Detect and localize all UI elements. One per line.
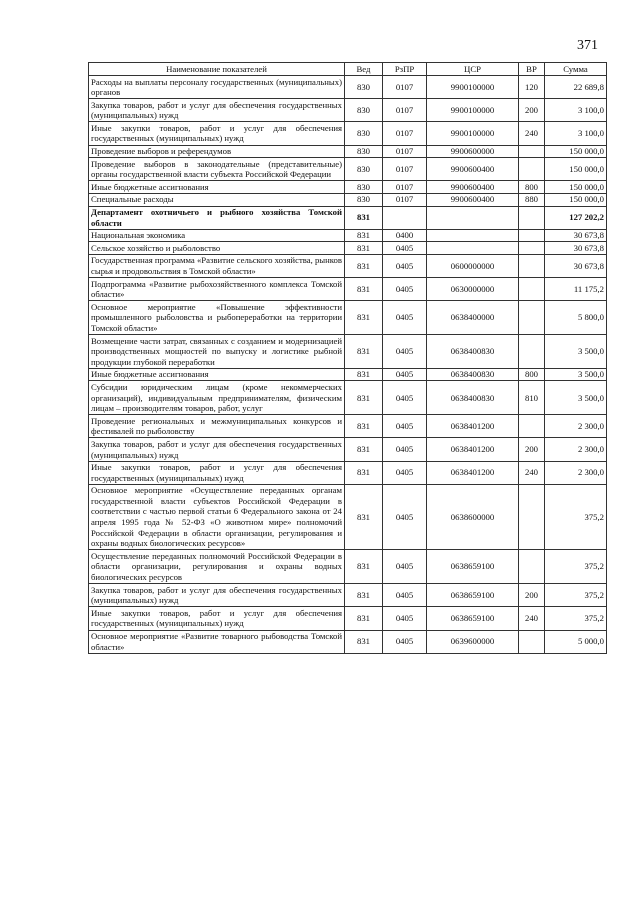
cell-sum: 150 000,0 <box>545 181 607 194</box>
cell-ved: 831 <box>345 607 383 630</box>
table-row <box>89 206 607 229</box>
cell-sum: 5 000,0 <box>545 630 607 653</box>
cell-sum: 375,2 <box>545 584 607 607</box>
cell-csr: 9900100000 <box>427 122 519 145</box>
cell-rzpr: 0405 <box>383 584 427 607</box>
cell-name: Специальные расходы <box>89 193 345 206</box>
cell-name: Иные закупки товаров, работ и услуг для обеспечения государственных (муниципальных) нужд <box>89 607 345 630</box>
table-row <box>89 158 607 181</box>
table-row <box>89 278 607 301</box>
table-row <box>89 550 607 584</box>
cell-ved: 831 <box>345 461 383 484</box>
page-number: 371 <box>577 38 598 53</box>
cell-rzpr: 0405 <box>383 438 427 461</box>
cell-ved: 830 <box>345 193 383 206</box>
cell-sum: 150 000,0 <box>545 158 607 181</box>
cell-rzpr: 0107 <box>383 158 427 181</box>
cell-sum: 3 100,0 <box>545 99 607 122</box>
table-row <box>89 335 607 369</box>
cell-csr: 9900600400 <box>427 181 519 194</box>
cell-rzpr: 0405 <box>383 335 427 369</box>
table-row <box>89 381 607 415</box>
cell-vr <box>519 158 545 181</box>
cell-sum: 30 673,8 <box>545 254 607 277</box>
cell-csr: 0600000000 <box>427 254 519 277</box>
cell-vr <box>519 550 545 584</box>
table-header-row <box>89 63 607 76</box>
cell-rzpr <box>383 206 427 229</box>
cell-csr: 0639600000 <box>427 630 519 653</box>
cell-vr: 240 <box>519 122 545 145</box>
cell-csr <box>427 242 519 255</box>
cell-name: Проведение выборов в законодательные (представительные) органы государственной власти субъекта Российской Федерации <box>89 158 345 181</box>
cell-rzpr: 0405 <box>383 461 427 484</box>
table-row <box>89 181 607 194</box>
cell-rzpr: 0405 <box>383 254 427 277</box>
cell-vr: 240 <box>519 461 545 484</box>
cell-vr: 200 <box>519 438 545 461</box>
budget-table <box>88 62 607 654</box>
cell-sum: 3 100,0 <box>545 122 607 145</box>
cell-csr <box>427 206 519 229</box>
cell-sum: 22 689,8 <box>545 76 607 99</box>
cell-name: Проведение выборов и референдумов <box>89 145 345 158</box>
cell-vr: 810 <box>519 381 545 415</box>
header-sum: Сумма <box>545 63 607 76</box>
cell-vr: 120 <box>519 76 545 99</box>
cell-name: Возмещение части затрат, связанных с созданием и модернизацией производственных мощностей по выпуску и логистике рыбной продукции глубокой переработки <box>89 335 345 369</box>
cell-csr: 0638400830 <box>427 381 519 415</box>
cell-csr: 0638659100 <box>427 607 519 630</box>
cell-csr <box>427 229 519 242</box>
cell-sum: 375,2 <box>545 484 607 550</box>
table-row <box>89 76 607 99</box>
cell-ved: 830 <box>345 145 383 158</box>
table-row <box>89 584 607 607</box>
cell-rzpr: 0405 <box>383 630 427 653</box>
table-row <box>89 242 607 255</box>
cell-csr: 9900600400 <box>427 193 519 206</box>
cell-sum: 5 800,0 <box>545 301 607 335</box>
cell-rzpr: 0107 <box>383 181 427 194</box>
cell-name: Закупка товаров, работ и услуг для обеспечения государственных (муниципальных) нужд <box>89 584 345 607</box>
table-row <box>89 368 607 381</box>
cell-ved: 830 <box>345 99 383 122</box>
cell-csr: 9900100000 <box>427 76 519 99</box>
cell-rzpr: 0405 <box>383 242 427 255</box>
cell-name: Закупка товаров, работ и услуг для обеспечения государственных (муниципальных) нужд <box>89 99 345 122</box>
cell-csr: 0638600000 <box>427 484 519 550</box>
cell-name: Основное мероприятие «Развитие товарного рыбоводства Томской области» <box>89 630 345 653</box>
cell-ved: 830 <box>345 122 383 145</box>
cell-name: Сельское хозяйство и рыболовство <box>89 242 345 255</box>
cell-vr <box>519 301 545 335</box>
cell-sum: 150 000,0 <box>545 145 607 158</box>
cell-ved: 831 <box>345 381 383 415</box>
cell-csr: 9900100000 <box>427 99 519 122</box>
cell-vr: 800 <box>519 181 545 194</box>
table-row <box>89 145 607 158</box>
header-vr: ВР <box>519 63 545 76</box>
cell-sum: 375,2 <box>545 550 607 584</box>
cell-ved: 831 <box>345 229 383 242</box>
cell-rzpr: 0400 <box>383 229 427 242</box>
cell-name: Национальная экономика <box>89 229 345 242</box>
cell-rzpr: 0405 <box>383 381 427 415</box>
cell-csr: 0638401200 <box>427 415 519 438</box>
cell-csr: 0638659100 <box>427 584 519 607</box>
cell-name: Иные закупки товаров, работ и услуг для обеспечения государственных (муниципальных) нужд <box>89 122 345 145</box>
cell-rzpr: 0405 <box>383 415 427 438</box>
cell-csr: 0638400830 <box>427 335 519 369</box>
cell-csr: 0638400000 <box>427 301 519 335</box>
table-row <box>89 193 607 206</box>
cell-rzpr: 0107 <box>383 193 427 206</box>
cell-name: Иные бюджетные ассигнования <box>89 181 345 194</box>
cell-rzpr: 0405 <box>383 550 427 584</box>
cell-ved: 831 <box>345 415 383 438</box>
cell-sum: 2 300,0 <box>545 461 607 484</box>
table-row <box>89 607 607 630</box>
table-row <box>89 461 607 484</box>
cell-ved: 831 <box>345 301 383 335</box>
cell-csr: 0630000000 <box>427 278 519 301</box>
cell-sum: 375,2 <box>545 607 607 630</box>
cell-name: Основное мероприятие «Осуществление переданных органам государственной власти субъектов Российской Федерации в соответствии с частью первой статьи 6 Федерального закона от 24 апреля 1995 года № 52-ФЗ «О животном мире» полномочий Российской Федерации в области организации, регулирования и охраны водных биологических ресурсов» <box>89 484 345 550</box>
table-row <box>89 415 607 438</box>
cell-sum: 11 175,2 <box>545 278 607 301</box>
cell-ved: 831 <box>345 335 383 369</box>
header-rzpr: РзПР <box>383 63 427 76</box>
cell-sum: 127 202,2 <box>545 206 607 229</box>
table-row <box>89 254 607 277</box>
cell-vr: 880 <box>519 193 545 206</box>
cell-rzpr: 0107 <box>383 76 427 99</box>
cell-rzpr: 0405 <box>383 368 427 381</box>
cell-vr: 200 <box>519 99 545 122</box>
cell-csr: 0638401200 <box>427 438 519 461</box>
cell-sum: 2 300,0 <box>545 438 607 461</box>
cell-name: Расходы на выплаты персоналу государственных (муниципальных) органов <box>89 76 345 99</box>
table-row <box>89 301 607 335</box>
cell-ved: 830 <box>345 76 383 99</box>
cell-rzpr: 0405 <box>383 301 427 335</box>
cell-vr <box>519 278 545 301</box>
cell-sum: 30 673,8 <box>545 242 607 255</box>
header-ved: Вед <box>345 63 383 76</box>
cell-sum: 3 500,0 <box>545 368 607 381</box>
cell-ved: 831 <box>345 438 383 461</box>
cell-name: Департамент охотничьего и рыбного хозяйства Томской области <box>89 206 345 229</box>
cell-vr <box>519 630 545 653</box>
cell-rzpr: 0107 <box>383 99 427 122</box>
cell-name: Субсидии юридическим лицам (кроме некоммерческих организаций), индивидуальным предпринимателям, физическим лицам – производителям товаров, работ, услуг <box>89 381 345 415</box>
cell-vr: 240 <box>519 607 545 630</box>
table-row <box>89 99 607 122</box>
cell-vr <box>519 254 545 277</box>
cell-csr: 0638401200 <box>427 461 519 484</box>
header-csr: ЦСР <box>427 63 519 76</box>
cell-rzpr: 0405 <box>383 484 427 550</box>
cell-sum: 150 000,0 <box>545 193 607 206</box>
cell-vr <box>519 145 545 158</box>
table-row <box>89 122 607 145</box>
cell-rzpr: 0405 <box>383 278 427 301</box>
table-row <box>89 630 607 653</box>
cell-csr: 9900600400 <box>427 158 519 181</box>
cell-vr <box>519 206 545 229</box>
cell-name: Государственная программа «Развитие сельского хозяйства, рынков сырья и продовольствия в Томской области» <box>89 254 345 277</box>
cell-name: Проведение региональных и межмуниципальных конкурсов и фестивалей по рыболовству <box>89 415 345 438</box>
cell-sum: 3 500,0 <box>545 381 607 415</box>
header-name: Наименование показателей <box>89 63 345 76</box>
cell-ved: 831 <box>345 550 383 584</box>
cell-name: Основное мероприятие «Повышение эффективности промышленного рыболовства и рыбопереработки на территории Томской области» <box>89 301 345 335</box>
cell-name: Осуществление переданных полномочий Российской Федерации в области организации, регулирования и охраны водных биологических ресурсов <box>89 550 345 584</box>
cell-name: Подпрограмма «Развитие рыбохозяйственного комплекса Томской области» <box>89 278 345 301</box>
cell-rzpr: 0107 <box>383 122 427 145</box>
cell-vr <box>519 242 545 255</box>
cell-name: Иные закупки товаров, работ и услуг для обеспечения государственных (муниципальных) нужд <box>89 461 345 484</box>
cell-sum: 2 300,0 <box>545 415 607 438</box>
cell-name: Закупка товаров, работ и услуг для обеспечения государственных (муниципальных) нужд <box>89 438 345 461</box>
cell-vr <box>519 335 545 369</box>
cell-csr: 0638659100 <box>427 550 519 584</box>
cell-rzpr: 0405 <box>383 607 427 630</box>
table-row <box>89 229 607 242</box>
cell-ved: 830 <box>345 158 383 181</box>
cell-name: Иные бюджетные ассигнования <box>89 368 345 381</box>
cell-csr: 0638400830 <box>427 368 519 381</box>
cell-sum: 3 500,0 <box>545 335 607 369</box>
cell-ved: 831 <box>345 242 383 255</box>
cell-vr <box>519 229 545 242</box>
cell-ved: 831 <box>345 630 383 653</box>
cell-ved: 830 <box>345 181 383 194</box>
cell-vr: 800 <box>519 368 545 381</box>
cell-ved: 831 <box>345 368 383 381</box>
cell-ved: 831 <box>345 484 383 550</box>
cell-vr: 200 <box>519 584 545 607</box>
cell-ved: 831 <box>345 584 383 607</box>
cell-ved: 831 <box>345 278 383 301</box>
table-row <box>89 438 607 461</box>
cell-vr <box>519 484 545 550</box>
cell-ved: 831 <box>345 206 383 229</box>
cell-rzpr: 0107 <box>383 145 427 158</box>
cell-csr: 9900600000 <box>427 145 519 158</box>
cell-ved: 831 <box>345 254 383 277</box>
cell-sum: 30 673,8 <box>545 229 607 242</box>
cell-vr <box>519 415 545 438</box>
table-row <box>89 484 607 550</box>
